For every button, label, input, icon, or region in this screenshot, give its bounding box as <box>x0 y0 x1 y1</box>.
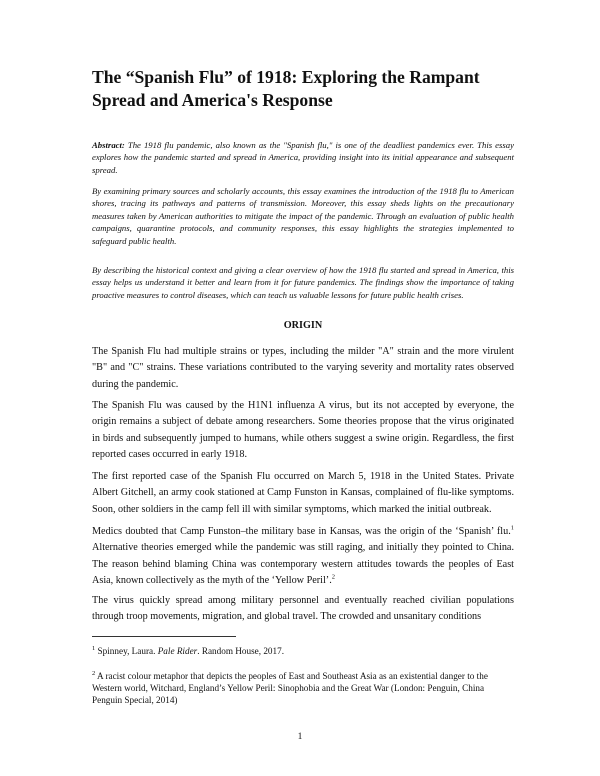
document-title: The “Spanish Flu” of 1918: Exploring the Rampant Spread and America's Response <box>92 67 480 110</box>
body-paragraph-5: The virus quickly spread among military personnel and eventually reached civilian populations through troop movements, migration, and global travel. The crowded and unsanitary conditions <box>92 595 514 623</box>
abstract-paragraph-2: By examining primary sources and scholarly accounts, this essay examines the introduction of the 1918 flu to American shores, tracing its pathways and patterns of transmission. Moreover, this essay sheds lights on the precautionary measures taken by American authorities to mitigate the impact of the pandemic. Through an evaluation of public health campaigns, quarantine protocols, and community responses, this essay highlights the strategies implemented to safeguard public health. <box>92 186 514 246</box>
abstract-label: Abstract: <box>92 140 125 150</box>
abstract-text: The 1918 flu pandemic, also known as the "Spanish flu," is one of the deadliest pandemics ever. This essay explores how the pandemic started and spread in America, providing insight into its initial appearance and subsequent spread. <box>92 140 514 175</box>
footnote-1-post: . Random House, 2017. <box>197 646 284 656</box>
footnote-1-pre: Spinney, Laura. <box>95 646 158 656</box>
footnote-1 <box>92 645 514 657</box>
body-paragraph-4 <box>92 524 514 589</box>
footnote-1-book-title: Pale Rider <box>157 646 198 656</box>
body-paragraph-4-part-2: Alternative theories emerged while the pandemic was still raging, and initially they pointed to China. The reason behind blaming China was contemporary western attitudes towards the peoples of East Asia, known collectively as the myth of the ‘Yellow Peril’. <box>92 542 514 586</box>
footnote-2-text: A racist colour metaphor that depicts the peoples of East and Southeast Asia as an existential danger to the Western world, Witchard, England’s Yellow Peril: Sinophobia and the Great War (London: Penguin, China Penguin Special, 2014) <box>92 671 488 705</box>
footnote-2 <box>92 670 514 706</box>
section-heading-origin: ORIGIN <box>283 320 323 331</box>
abstract-paragraph <box>92 139 514 176</box>
body-paragraph-1: The Spanish Flu had multiple strains or types, including the milder "A" strain and the more virulent "B" and "C" strains. These variations contributed to the varying severity and mortality rates observed during the pandemic. <box>92 346 514 390</box>
page-number: 1 <box>297 732 303 742</box>
footnote-divider <box>92 636 236 637</box>
footnote-1-number: 1 <box>92 644 96 652</box>
footnote-ref-1[interactable]: 1 <box>510 524 514 532</box>
body-paragraph-4-part-1: Medics doubted that Camp Funston–the military base in Kansas, was the origin of the ‘Spanish’ flu. <box>92 526 511 537</box>
footnote-2-number: 2 <box>92 669 96 677</box>
body-paragraph-2: The Spanish Flu was caused by the H1N1 influenza A virus, but its not accepted by everyone, the origin remains a subject of debate among researchers. Some theories propose that the virus originated in birds and subsequently jumped to humans, while others suggest a swine origin. Regardless, the first reported cases occurred in early 1918. <box>92 400 514 460</box>
body-paragraph-3: The first reported case of the Spanish Flu occurred on March 5, 1918 in the United States. Private Albert Gitchell, an army cook stationed at Camp Funston in Kansas, complained of flu-like symptoms. Soon, other soldiers in the camp fell ill with similar symptoms, which marked the initial outbreak. <box>92 471 514 515</box>
abstract-paragraph-3: By describing the historical context and giving a clear overview of how the 1918 flu started and spread in America, this essay helps us understand it better and learn from it for future pandemics. The findings show the importance of taking proactive measures to control diseases, which can teach us valuable lessons for future public health crises. <box>92 265 514 300</box>
footnote-ref-2[interactable]: 2 <box>331 573 335 581</box>
